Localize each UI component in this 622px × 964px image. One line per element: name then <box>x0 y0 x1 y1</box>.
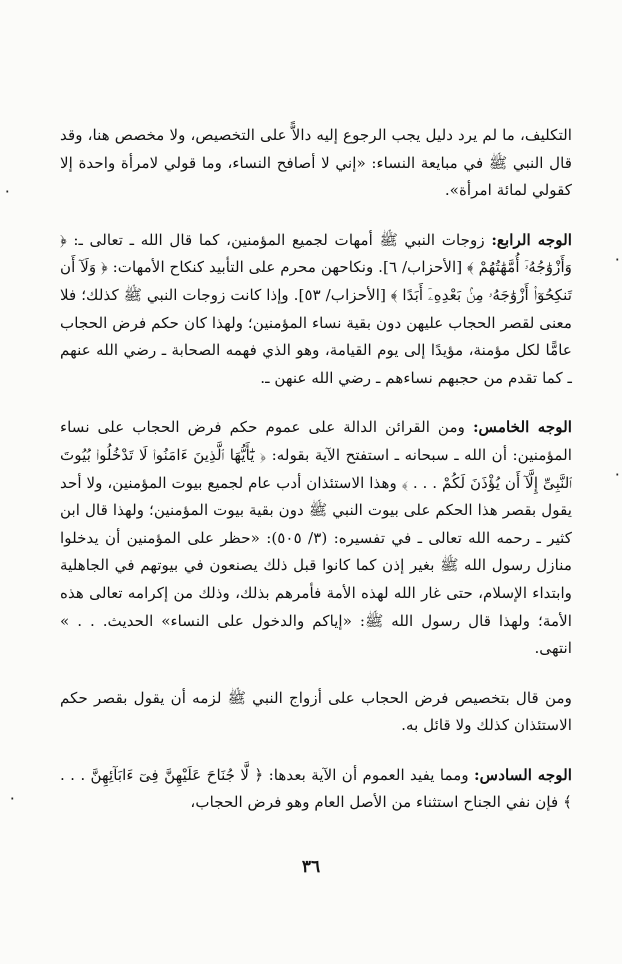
paragraph-heading: الوجه الرابع: <box>491 230 573 249</box>
paragraph-text: ومما يفيد العموم أن الآية بعدها: ﴿ لَّا جُنَاحَ عَلَيْهِنَّ فِىٓ ءَابَآئِهِنَّ . . . ﴾ فإن نفي الجناح استثناء من الأصل العام وهو فرض الحجاب، <box>60 765 572 812</box>
paragraph <box>60 122 572 205</box>
paragraph-heading: الوجه السادس: <box>474 765 572 784</box>
paragraph <box>60 685 572 740</box>
paragraph-text: ومن قال بتخصيص فرض الحجاب على أزواج النبي ﷺ لزمه أن يقول بقصر حكم الاستئذان كذلك ولا قائل به. <box>60 688 572 735</box>
paragraph-text: زوجات النبي ﷺ أمهات لجميع المؤمنين، كما قال الله ـ تعالى ـ: ﴿ وَأَزْوَٰجُهُۥٓ أُمَّهَٰتُهُمْ ﴾ [الأحزاب/ ٦]. ونكاحهن محرم على التأبيد كنكاح الأمهات: ﴿ وَلَآ أَن تَنكِحُوٓا۟ أَزْوَٰجَهُۥ مِنۢ بَعْدِهِۦٓ أَبَدًا ﴾ [الأحزاب/ ٥٣]. وإذا كانت زوجات النبي ﷺ كذلك؛ فلا معنى لقصر الحجاب عليهن دون بقية نساء المؤمنين؛ ولهذا كان حكم فرض الحجاب عامًّا لكل مؤمنة، مؤيدًا إلى يوم القيامة، وهو الذي فهمه الصحابة ـ رضي الله عنهم ـ كما تقدم من حجبهم نساءهم ـ رضي الله عنهن ـ. <box>60 230 573 387</box>
page-number: ٣٦ <box>301 857 321 877</box>
paragraph <box>60 762 572 817</box>
margin-mark: ٠ <box>3 181 12 200</box>
paragraph-text: ومن القرائن الدالة على عموم حكم فرض الحجاب على نساء المؤمنين: أن الله ـ سبحانه ـ استفتح الآية بقوله: ﴿ يَٰٓأَيُّهَا ٱلَّذِينَ ءَامَنُوا۟ لَا تَدْخُلُوا۟ بُيُوتَ ٱلنَّبِىِّ إِلَّآ أَن يُؤْذَنَ لَكُمْ . . . ﴾ وهذا الاستئذان أدب عام لجميع بيوت المؤمنين، ولا أحد يقول بقصر هذا الحكم على بيوت النبي ﷺ دون بقية بيوت المؤمنين؛ ولهذا قال ابن كثير ـ رحمه الله تعالى ـ في تفسيره: (٣/ ٥٠٥): «حظر على المؤمنين أن يدخلوا منازل رسول الله ﷺ بغير إذن كما كانوا قبل ذلك يصنعون في بيوتهم في الجاهلية وابتداء الإسلام، حتى غار الله لهذه الأمة فأمرهم بذلك، وذلك من إكرامه تعالى هذه الأمة؛ ولهذا قال رسول الله ﷺ: «إياكم والدخول على النساء» الحديث. . . » انتهى. <box>60 418 572 658</box>
margin-mark: ٠ <box>8 788 17 807</box>
paragraph <box>60 414 572 662</box>
paragraph <box>60 227 572 393</box>
paragraph-heading: الوجه الخامس: <box>472 418 572 437</box>
page-body-text <box>60 122 572 831</box>
margin-mark: ٠ <box>613 464 622 483</box>
margin-mark: ٠ <box>613 249 622 268</box>
paragraph-text: التكليف، ما لم يرد دليل يجب الرجوع إليه دالاًّ على التخصيص، ولا مخصص هنا، وقد قال النبي ﷺ في مبايعة النساء: «إني لا أصافح النساء، وما قولي لامرأة واحدة إلا كقولي لمائة امرأة». <box>60 126 572 200</box>
